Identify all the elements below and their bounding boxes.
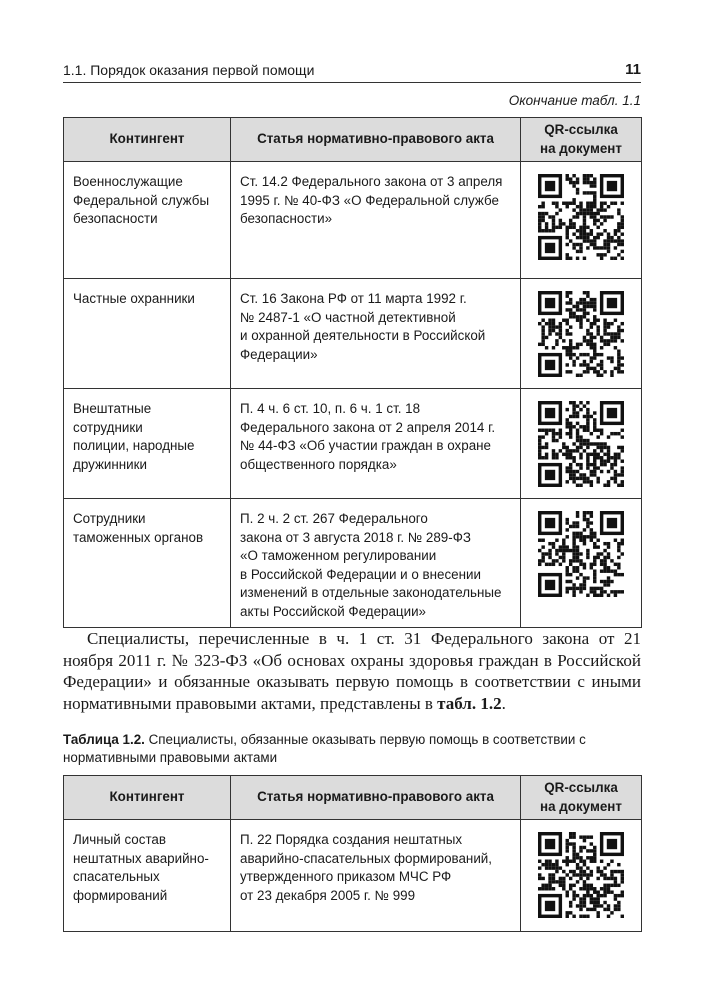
text-line: Сотрудники	[73, 511, 146, 526]
qr-code-icon[interactable]	[538, 401, 624, 487]
text-line: «О таможенном регулировании	[240, 548, 437, 563]
text-line: безопасности»	[240, 211, 333, 226]
text-line: аварийно-спасательных формирований,	[240, 850, 492, 866]
contingent-cell	[64, 279, 231, 389]
text-line: изменений в отдельные законодательные	[240, 585, 502, 600]
table-caption	[63, 731, 641, 767]
header-qr-line2: на документ	[540, 140, 622, 156]
text-line: Федеральной службы	[73, 192, 210, 208]
header-contingent: Контингент	[64, 776, 231, 820]
text-line: Федерального закона от 2 апреля 2014 г.	[240, 419, 496, 435]
contingent-cell	[64, 162, 231, 279]
paragraph-text: Специалисты, перечисленные в ч. 1 ст. 31 Федерального закона от 21 ноября 2011 г. № 323-ФЗ «Об основах охраны здоровья граждан в Российской Федерации» и обязанные оказывать первую помощь в соответствии с иными нормативными правовыми актами, представлены в	[63, 629, 641, 713]
header-qr-line1: QR-ссылка	[544, 122, 618, 137]
text-line: П. 2 ч. 2 ст. 267 Федерального	[240, 511, 428, 526]
qr-cell	[521, 820, 642, 932]
table-header-row	[64, 776, 642, 820]
table-row	[64, 279, 642, 389]
contingent-cell	[64, 820, 231, 932]
text-line: нештатных аварийно-	[73, 850, 209, 866]
text-line: Федерации»	[240, 346, 318, 362]
article-cell	[231, 389, 521, 499]
caption-label: Таблица 1.2.	[63, 732, 145, 747]
contingent-cell	[64, 499, 231, 628]
header-qr-line1: QR-ссылка	[544, 780, 618, 795]
text-line: дружинники	[73, 456, 148, 472]
table-row	[64, 162, 642, 279]
text-line: спасательных	[73, 869, 160, 884]
text-line: от 23 декабря 2005 г. № 999	[240, 887, 416, 903]
text-line: Личный состав	[73, 832, 166, 847]
body-paragraph	[63, 628, 641, 714]
text-line: 1995 г. № 40-ФЗ «О Федеральной службе	[240, 192, 499, 208]
text-line: в Российской Федерации и о внесении	[240, 566, 481, 582]
text-line: формирований	[73, 887, 168, 903]
paragraph-end: .	[501, 693, 506, 713]
header-qr-line2: на документ	[540, 798, 622, 814]
header-article: Статья нормативно-правового акта	[231, 776, 521, 820]
qr-code-icon[interactable]	[538, 174, 624, 260]
qr-cell	[521, 499, 642, 628]
text-line: безопасности	[73, 211, 158, 226]
text-line: Внештатные сотрудники	[73, 401, 152, 435]
qr-cell	[521, 389, 642, 499]
article-cell	[231, 820, 521, 932]
page-number: 11	[625, 61, 641, 78]
table-header-row	[64, 118, 642, 162]
text-line: Ст. 14.2 Федерального закона от 3 апреля	[240, 174, 503, 189]
article-cell	[231, 279, 521, 389]
article-cell	[231, 162, 521, 279]
article-cell	[231, 499, 521, 628]
continuation-label: Окончание табл. 1.1	[508, 93, 641, 108]
text-line: таможенных органов	[73, 529, 204, 545]
text-line: закона от 3 августа 2018 г. № 289-ФЗ	[240, 529, 471, 545]
table-row	[64, 389, 642, 499]
text-line: общественного порядка»	[240, 456, 397, 472]
caption-text: Специалисты, обязанные оказывать первую помощь в соответствии с нормативными правовыми актами	[63, 732, 586, 765]
text-line: утвержденного приказом МЧС РФ	[240, 869, 452, 884]
text-line: Частные охранники	[73, 291, 195, 306]
text-line: № 44-ФЗ «Об участии граждан в охране	[240, 438, 491, 453]
section-title: 1.1. Порядок оказания первой помощи	[63, 62, 315, 78]
running-header	[63, 60, 641, 83]
header-article: Статья нормативно-правового акта	[231, 118, 521, 162]
table-1-1	[63, 117, 642, 628]
table-1-2	[63, 775, 642, 932]
header-qr	[521, 776, 642, 820]
text-line: № 2487-1 «О частной детективной	[240, 309, 456, 325]
qr-code-icon[interactable]	[538, 291, 624, 377]
table-reference: табл. 1.2	[437, 693, 502, 713]
table-row	[64, 820, 642, 932]
header-contingent: Контингент	[64, 118, 231, 162]
table-row	[64, 499, 642, 628]
text-line: и охранной деятельности в Российской	[240, 328, 486, 343]
header-qr	[521, 118, 642, 162]
qr-code-icon[interactable]	[538, 511, 624, 597]
contingent-cell	[64, 389, 231, 499]
qr-code-icon[interactable]	[538, 832, 624, 918]
text-line: П. 4 ч. 6 ст. 10, п. 6 ч. 1 ст. 18	[240, 401, 421, 416]
qr-cell	[521, 279, 642, 389]
text-line: П. 22 Порядка создания нештатных	[240, 832, 463, 847]
qr-cell	[521, 162, 642, 279]
text-line: полиции, народные	[73, 438, 195, 453]
text-line: акты Российской Федерации»	[240, 603, 426, 619]
text-line: Ст. 16 Закона РФ от 11 марта 1992 г.	[240, 291, 467, 306]
text-line: Военнослужащие	[73, 174, 183, 189]
